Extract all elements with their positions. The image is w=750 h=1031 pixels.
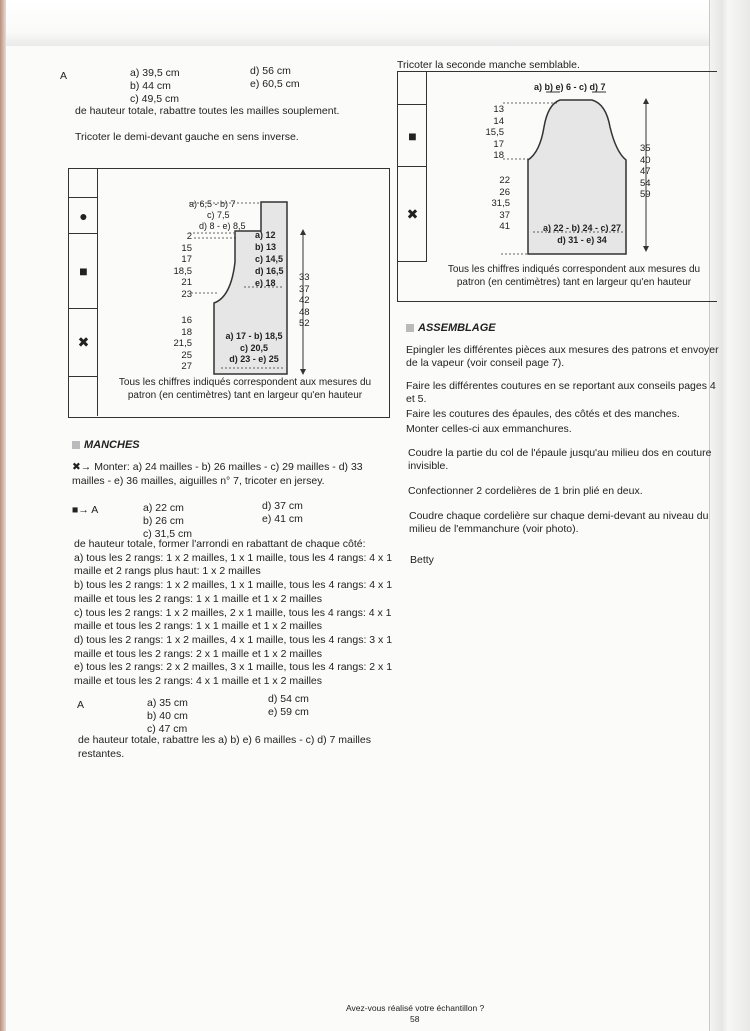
page-number: 58 — [410, 1014, 420, 1024]
size-label-a: A — [77, 699, 85, 711]
page-top-margin — [0, 0, 750, 46]
arrondi-instructions: de hauteur totale, former l'arrondi en rabattant de chaque côté: a) tous les 2 rangs: 1 x 2 mailles, 1 x 1 maille, tous les 4 rangs: 4 x 1 maille et 2 rangs plus haut: 1 x 2 mailles b) tous les 2 rangs: 1 x 2 mailles, 1 x 1 maille, tous les 4 rangs: 4 x 1 maille et tous les 2 rangs: 1 x 1 maille et 1 x 2 mailles c) tous les 2 rangs: 1 x 2 mailles, 2 x 1 maille, tous les 4 rangs: 4 x 1 maille et tous les 2 rangs: 1 x 1 maille et 1 x 2 mailles d) tous les 2 rangs: 1 x 2 mailles, 4 x 1 maille, tous les 4 rangs: 3 x 1 maille et tous les 2 rangs: 2 x 1 maille et 1 x 2 mailles e) tous les 2 rangs: 2 x 2 mailles, 3 x 1 maille, tous les 4 rangs: 2 x 1 maille et tous les 2 rangs: 4 x 1 maille et 1 x 2 mailles — [74, 538, 393, 688]
size-label-a: ■→ A — [72, 504, 99, 516]
value-a: a) 39,5 cm — [130, 67, 180, 79]
right-height-values: 35 40 47 54 59 — [640, 143, 651, 200]
page-left-edge — [0, 0, 6, 1031]
value-b: b) 44 cm — [130, 80, 171, 92]
instruction-line: de hauteur totale, rabattre les a) b) e) 6 mailles - c) d) 7 mailles — [78, 734, 371, 746]
size-values-1 — [130, 67, 180, 106]
diagram-caption: Tous les chiffres indiqués correspondent aux mesures du patron (en centimètres) tant en largeur qu'en hauteur — [118, 377, 372, 401]
size-values-3: a) 22 cm b) 26 cm c) 31,5 cm — [143, 502, 193, 540]
neck-width-label: d) 8 - e) 8,5 — [199, 221, 246, 231]
paragraph: Coudre chaque cordelière sur chaque demi-devant au niveau du milieu de l'emmanchure (voir photo). — [409, 510, 709, 535]
shoulder-labels: a) 12 b) 13 c) 14,5 d) 16,5 e) 18 — [255, 230, 284, 288]
sleeve-pattern-diagram — [397, 71, 717, 302]
instruction-line: Tricoter la seconde manche semblable. — [397, 59, 580, 71]
bottom-width-labels: a) 17 - b) 18,5 c) 20,5 d) 23 - e) 25 — [225, 331, 283, 364]
paragraph: Monter celles-ci aux emmanchures. — [406, 423, 572, 435]
size-values-4: d) 37 cm e) 41 cm — [262, 500, 303, 525]
section-heading-manches: MANCHES — [72, 439, 140, 451]
top-width-label: a) b) e) 6 - c) d) 7 — [534, 82, 606, 92]
square-symbol-cell: ■ — [398, 105, 427, 167]
paragraph: Coudre la partie du col de l'épaule jusqu'au milieu dos en couture invisible. — [408, 447, 712, 472]
left-height-values-1: 13 14 15,5 17 18 — [485, 104, 504, 161]
instruction-line: de hauteur totale, rabattre toutes les mailles souplement. — [75, 105, 340, 117]
value-c: c) 49,5 cm — [130, 93, 180, 105]
circle-symbol-cell: ● — [69, 198, 98, 234]
cross-symbol-cell: ✖ — [398, 167, 427, 262]
neck-width-label: c) 7,5 — [207, 210, 230, 220]
size-values-6: d) 54 cm e) 59 cm — [268, 693, 309, 718]
diagram-caption: Tous les chiffres indiqués correspondent aux mesures du patron (en centimètres) tant en largeur qu'en hauteur — [447, 264, 701, 288]
size-values-2 — [250, 65, 300, 91]
size-label-a: A — [60, 70, 68, 82]
front-pattern-diagram — [68, 168, 390, 418]
left-height-values-2: 22 26 31,5 37 41 — [491, 175, 510, 232]
signature: Betty — [410, 554, 434, 566]
neck-width-label: a) 6,5 - b) 7 — [189, 199, 236, 209]
instruction-line: mailles - e) 36 mailles, aiguilles n° 7, tricoter en jersey. — [72, 475, 325, 487]
square-symbol-cell: ■ — [69, 234, 98, 309]
section-heading-assemblage: ASSEMBLAGE — [406, 322, 496, 334]
bottom-width-labels: a) 22 - b) 24 - c) 27 d) 31 - e) 34 — [542, 223, 622, 245]
value-d: d) 56 cm — [250, 65, 291, 77]
footer-text: Avez-vous réalisé votre échantillon ? — [346, 1003, 485, 1013]
paragraph: Faire les coutures des épaules, des côtés et des manches. — [406, 408, 680, 420]
instruction-line: restantes. — [78, 748, 125, 760]
left-height-values-2: 16 18 21,5 25 27 — [173, 315, 192, 372]
left-height-values-1: 2 15 17 18,5 21 23 — [173, 231, 192, 300]
paragraph: Confectionner 2 cordelières de 1 brin plié en deux. — [408, 485, 643, 497]
instruction-line: ✖→ Monter: a) 24 mailles - b) 26 mailles - c) 29 mailles - d) 33 — [72, 461, 363, 473]
paragraph: Epingler les différentes pièces aux mesures des patrons et envoyer de la vapeur (voir conseil page 7). — [406, 344, 719, 369]
paragraph: Faire les différentes coutures en se reportant aux conseils pages 4 et 5. — [406, 380, 716, 405]
value-e: e) 60,5 cm — [250, 78, 300, 90]
cross-symbol-cell: ✖ — [69, 309, 98, 377]
size-values-5: a) 35 cm b) 40 cm c) 47 cm — [147, 697, 188, 735]
right-height-values: 33 37 42 48 52 — [299, 272, 310, 329]
instruction-line: Tricoter le demi-devant gauche en sens inverse. — [75, 131, 299, 143]
